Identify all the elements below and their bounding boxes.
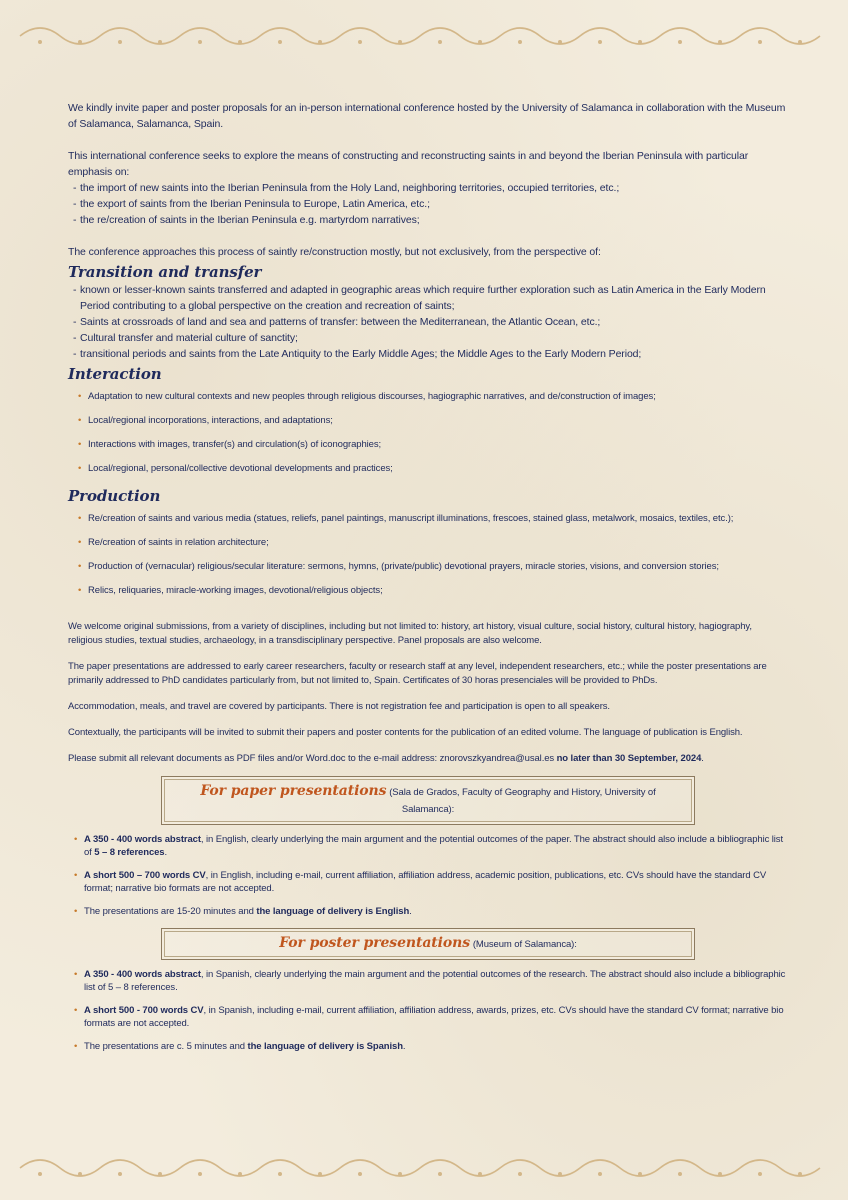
list-item (68, 833, 788, 859)
poster-requirements (68, 968, 788, 1053)
submission-text: Please submit all relevant documents as PDF files and/or Word.doc to the e-mail address: znorovszkyandrea@usal.es (68, 753, 557, 764)
text: The presentations are c. 5 minutes and (84, 1041, 248, 1052)
decorative-border-bottom (0, 1148, 848, 1188)
list-item: • Re/creation of saints and various media (statues, reliefs, panel paintings, manuscript illuminations, frescoes, stained glass, metalwork, mosaics, textiles, etc.); (68, 512, 788, 526)
list-item (68, 905, 788, 918)
bold-text: A short 500 – 700 words CV (84, 870, 206, 881)
text: . (402, 1041, 406, 1052)
list-item: - the export of saints from the Iberian Peninsula to Europe, Latin America, etc.; (68, 196, 788, 212)
submission-paragraph (68, 752, 788, 766)
text: The presentations are 15-20 minutes and (84, 906, 257, 917)
text: , in Spanish, clearly underlying the main argument and the potential outcomes of the research. The abstract should also include a bibliographic list of 5 – 8 references. (84, 969, 786, 993)
info-paragraph: The paper presentations are addressed to early career researchers, faculty or research staff at any level, independent researchers, etc.; while the poster presentations are primarily addressed to PhD candidates particularly from, but not limited to, Spain. Certificates of 30 horas presenciales will be provided to PhDs. (68, 661, 767, 686)
deadline-text: no later than 30 September, 2024 (556, 753, 702, 764)
submission-end: . (701, 753, 704, 764)
list-item (68, 1004, 788, 1030)
list-item: • Local/regional, personal/collective devotional developments and practices; (68, 462, 788, 476)
list-item: • Interactions with images, transfer(s) and circulation(s) of iconographies; (68, 438, 788, 452)
info-paragraph: Accommodation, meals, and travel are covered by participants. There is not registration fee and participation is open to all speakers. (68, 701, 610, 712)
bold-text: the language of delivery is English (256, 906, 410, 917)
section-title-transition: Transition and transfer (68, 263, 262, 281)
intro-paragraph: We kindly invite paper and poster proposals for an in-person international conference hosted by the University of Salamanca in collaboration with the Museum of Salamanca, Salamanca, Spain. (68, 102, 786, 130)
text: , in Spanish, including e-mail, current affiliation, affiliation address, awards, prizes, etc. CVs should have the standard CV format; narrative bio formats are not accepted. (84, 1005, 784, 1029)
text: , in English, including e-mail, current affiliation, affiliation address, academic position, publications, etc. CVs should have the standard CV format; narrative bio formats are not accepted. (84, 870, 767, 894)
poster-presentations-box (161, 928, 695, 960)
paper-requirements (68, 833, 788, 918)
production-list (68, 512, 788, 598)
section-title-production: Production (68, 487, 161, 505)
paper-box-title: For paper presentations (200, 783, 387, 799)
list-item: - the import of new saints into the Iberian Peninsula from the Holy Land, neighboring territories, occupied territories, etc.; (68, 180, 788, 196)
list-item: - transitional periods and saints from the Late Antiquity to the Early Middle Ages; the Middle Ages to the Early Modern Period; (68, 346, 788, 362)
text: . (409, 906, 412, 917)
list-item: • Production of (vernacular) religious/secular literature: sermons, hymns, (private/public) devotional prayers, miracle stories, visions, and conversion stories; (68, 560, 788, 574)
interaction-list (68, 390, 788, 476)
list-item: • Adaptation to new cultural contexts and new peoples through religious discourses, hagiographic narratives, and de/construction of images; (68, 390, 788, 404)
poster-box-title: For poster presentations (279, 935, 470, 951)
poster-box-subtitle: (Museum of Salamanca): (472, 939, 577, 950)
info-paragraph: Contextually, the participants will be invited to submit their papers and poster contents for the publication of an edited volume. The language of publication is English. (68, 727, 743, 738)
list-item: • Re/creation of saints in relation architecture; (68, 536, 788, 550)
list-item: - known or lesser-known saints transferred and adapted in geographic areas which require further exploration such as Latin America in the Early Modern Period contributing to a global perspective on the creation and recreation of saints; (68, 282, 788, 314)
paper-presentations-box (161, 776, 695, 825)
list-item: - Saints at crossroads of land and sea and patterns of transfer: between the Mediterranean, the Atlantic Ocean, etc.; (68, 314, 788, 330)
list-item (68, 1040, 788, 1053)
section-title-interaction: Interaction (68, 365, 162, 383)
list-item (68, 968, 788, 994)
text: , in English, clearly underlying the main argument and the potential outcomes of the paper. The abstract should also include a bibliographic list of (84, 834, 783, 858)
intro-paragraph-3: The conference approaches this process of saintly re/construction mostly, but not exclusively, from the perspective of: (68, 246, 601, 258)
info-paragraph: We welcome original submissions, from a variety of disciplines, including but not limited to: history, art history, visual culture, social history, cultural history, hagiography, religious studies, textual studies, archaeology, in a transdisciplinary perspective. Panel proposals are also welcome. (68, 621, 752, 646)
list-item: - the re/creation of saints in the Iberian Peninsula e.g. martyrdom narratives; (68, 212, 788, 228)
intro-paragraph-2: This international conference seeks to explore the means of constructing and reconstructing saints in and beyond the Iberian Peninsula with particular emphasis on: (68, 150, 749, 178)
text: . (164, 847, 168, 858)
list-item: • Relics, reliquaries, miracle-working images, devotional/religious objects; (68, 584, 788, 598)
list-item: - Cultural transfer and material culture of sanctity; (68, 330, 788, 346)
list-item (68, 869, 788, 895)
decorative-border-top (0, 16, 848, 56)
bold-text: A short 500 - 700 words CV (84, 1005, 204, 1016)
bold-text: A 350 - 400 words abstract (84, 969, 201, 980)
bold-text: the language of delivery is Spanish (247, 1041, 403, 1052)
paper-box-subtitle: (Sala de Grados, Faculty of Geography and History, University of Salamanca): (389, 787, 656, 815)
list-item: • Local/regional incorporations, interactions, and adaptations; (68, 414, 788, 428)
document-body (68, 100, 788, 1063)
bold-text: A 350 - 400 words abstract (84, 834, 201, 845)
bold-text: 5 – 8 references (94, 847, 165, 858)
